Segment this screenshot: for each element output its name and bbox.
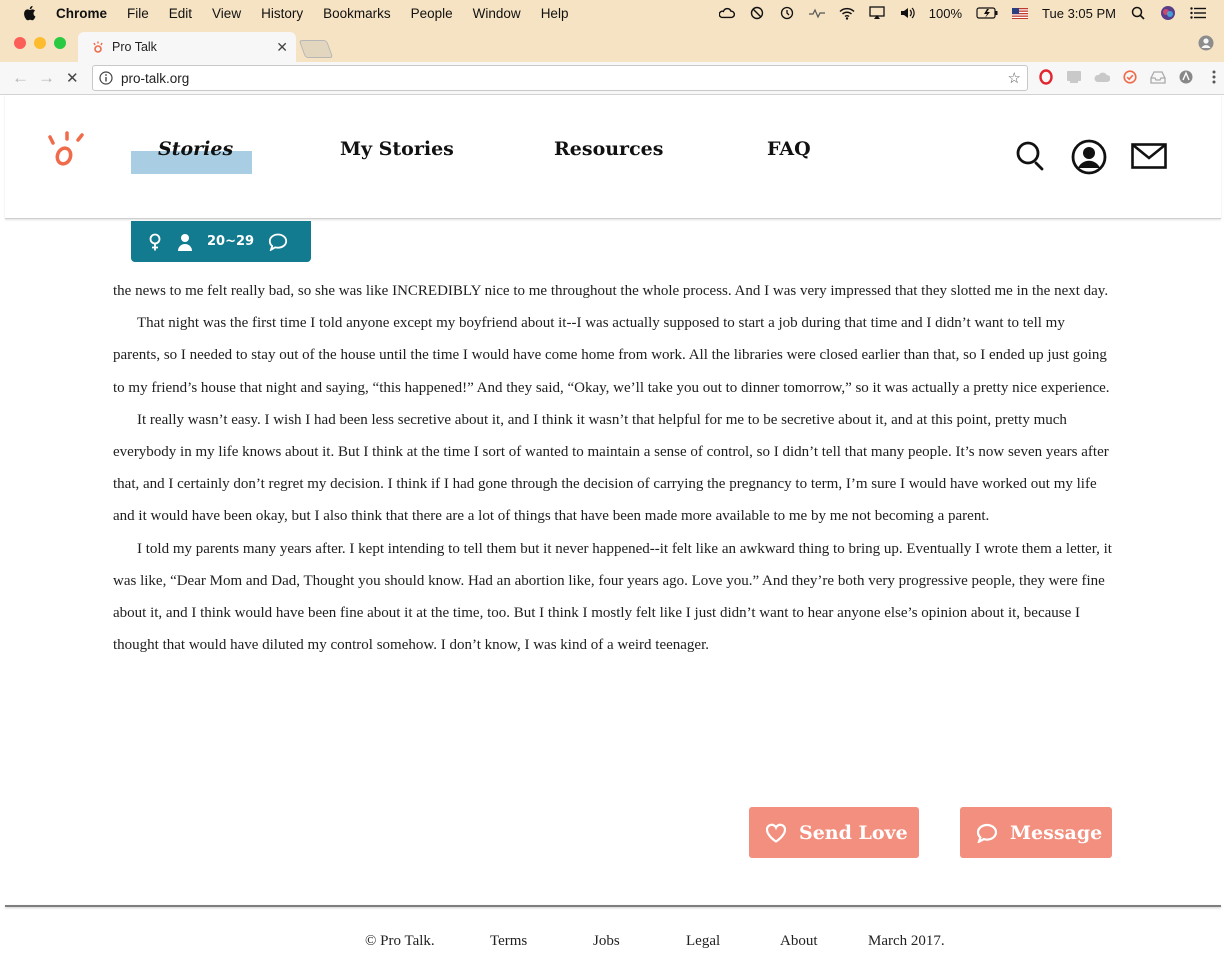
footer-divider — [5, 905, 1221, 907]
nav-my-stories[interactable]: My Stories — [340, 138, 454, 160]
stop-loading-icon[interactable]: ✕ — [66, 70, 79, 87]
message-bubble-icon — [976, 823, 998, 843]
pro-talk-favicon — [92, 41, 104, 53]
send-love-label: Send Love — [799, 821, 908, 844]
url-text[interactable]: pro-talk.org — [121, 70, 190, 86]
footer-link-jobs[interactable]: Jobs — [593, 933, 620, 949]
browser-profile-icon[interactable] — [1198, 35, 1214, 51]
bookmark-star-icon[interactable]: ☆ — [1007, 70, 1021, 87]
menubar-status-area — [719, 0, 1206, 26]
extension-icon-6[interactable] — [1178, 69, 1194, 85]
browser-tab-strip — [0, 26, 1224, 62]
site-header — [5, 95, 1221, 219]
creative-cloud-icon[interactable] — [719, 6, 735, 20]
menu-edit[interactable]: Edit — [168, 5, 193, 21]
do-not-disturb-icon[interactable] — [749, 6, 765, 20]
age-range-tag: 20~29 — [207, 234, 255, 249]
menu-bookmarks[interactable]: Bookmarks — [323, 5, 391, 21]
minimize-window-button[interactable] — [34, 37, 46, 49]
menu-window[interactable]: Window — [472, 5, 521, 21]
spotlight-search-icon[interactable] — [1130, 6, 1146, 20]
site-info-icon[interactable] — [99, 71, 113, 85]
menu-file[interactable]: File — [127, 5, 149, 21]
story-paragraph: That night was the first time I told anyone except my boyfriend about it--I was actually supposed to start a job during that time and I didn’t want to tell my parents, so I needed to stay out of the house until the time I would have come home from work. All the libraries were closed earlier than that, so I ended up just going to my friend’s house that night and saying, “this happened!” And they said, “Okay, we’ll take you out to dinner tomorrow,” so it was actually a pretty nice experience. — [113, 315, 1110, 396]
siri-icon[interactable] — [1160, 6, 1176, 20]
tab-title: Pro Talk — [112, 40, 157, 54]
new-tab-button[interactable] — [299, 40, 334, 58]
send-love-button[interactable] — [749, 807, 919, 858]
menu-app-name[interactable]: Chrome — [56, 5, 108, 21]
battery-icon[interactable] — [976, 6, 998, 20]
account-icon[interactable] — [1071, 139, 1107, 175]
pro-talk-logo[interactable] — [45, 131, 85, 167]
story-paragraph: It really wasn’t easy. I wish I had been less secretive about it, and I think it wasn’t that helpful for me to be secretive about it, and at this point, pretty much everybody in my life knows about it. But I think at the time I sort of wanted to maintain a sense of control, so I didn’t tell that many people. It’s now seven years after that, and I certainly don’t regret my decision. I think if I had gone through the decision of carrying the pregnancy to term, I’m sure I would have worked out my life and it would have been okay, but I also think that there are a lot of things that have been made more available to me by me not becoming a parent. — [113, 411, 1109, 525]
menu-view[interactable]: View — [212, 5, 242, 21]
mail-icon[interactable] — [1131, 143, 1167, 169]
browser-tab[interactable] — [78, 32, 296, 62]
extensions-area — [1038, 69, 1222, 85]
wifi-icon[interactable] — [839, 6, 855, 20]
clock[interactable]: Tue 3:05 PM — [1042, 5, 1116, 21]
menu-help[interactable]: Help — [540, 5, 569, 21]
nav-stories[interactable]: Stories — [158, 138, 234, 160]
activity-icon[interactable] — [809, 6, 825, 20]
apple-icon[interactable] — [22, 5, 40, 21]
menu-history[interactable]: History — [261, 5, 304, 21]
footer-link-legal[interactable]: Legal — [686, 933, 721, 949]
female-icon — [149, 233, 161, 251]
speech-bubble-icon — [268, 233, 288, 251]
cloud-extension-icon[interactable] — [1094, 69, 1110, 85]
footer-link-terms[interactable]: Terms — [490, 933, 528, 949]
todo-extension-icon[interactable] — [1122, 69, 1138, 85]
story-paragraph: I told my parents many years after. I kept intending to tell them but it never happened--it felt like an awkward thing to bring up. Eventually I wrote them a letter, it was like, “Dear Mom and Dad, Thought you should know. Had an abortion like, four years ago. Love you.” And they’re both very progressive people, they were fine about it, and I think would have been fine about it at the time, too. But I think I mostly felt like I just didn’t want to hear anyone else’s opinion about it, because I thought that would have diluted my control somehow. I don’t know, I was kind of a weird teenager. — [113, 540, 1112, 654]
footer-copyright: © Pro Talk. — [365, 933, 435, 949]
forward-arrow-icon[interactable]: → — [38, 68, 55, 87]
us-flag-icon[interactable] — [1012, 6, 1028, 20]
nav-resources[interactable]: Resources — [554, 138, 664, 160]
battery-percent: 100% — [928, 5, 963, 21]
story-tag-bar — [131, 221, 311, 262]
footer-date: March 2017. — [868, 933, 945, 949]
back-arrow-icon[interactable]: ← — [12, 68, 29, 87]
volume-icon[interactable] — [899, 6, 915, 20]
close-tab-icon[interactable]: ✕ — [276, 39, 288, 55]
menu-people[interactable]: People — [410, 5, 453, 21]
message-label: Message — [1010, 821, 1103, 844]
story-body — [113, 275, 1115, 661]
chrome-menu-icon[interactable] — [1206, 69, 1222, 85]
browser-toolbar — [0, 62, 1224, 95]
notification-center-icon[interactable] — [1190, 6, 1206, 20]
mac-menubar — [0, 0, 1224, 26]
opera-extension-icon[interactable] — [1038, 69, 1054, 85]
person-icon — [177, 233, 193, 251]
message-button[interactable] — [960, 807, 1112, 858]
time-machine-icon[interactable] — [779, 6, 795, 20]
heart-icon — [765, 823, 787, 843]
airplay-icon[interactable] — [869, 6, 885, 20]
close-window-button[interactable] — [14, 37, 26, 49]
footer-link-about[interactable]: About — [780, 933, 818, 949]
window-controls — [14, 37, 66, 49]
inbox-extension-icon[interactable] — [1150, 69, 1166, 85]
nav-faq[interactable]: FAQ — [767, 138, 811, 160]
zoom-window-button[interactable] — [54, 37, 66, 49]
address-bar[interactable] — [92, 65, 1028, 91]
story-paragraph: the news to me felt really bad, so she was like INCREDIBLY nice to me throughout the whole process. And I was very impressed that they slotted me in the next day. — [113, 283, 1109, 299]
extension-icon-2[interactable] — [1066, 69, 1082, 85]
search-icon[interactable] — [1015, 139, 1047, 173]
